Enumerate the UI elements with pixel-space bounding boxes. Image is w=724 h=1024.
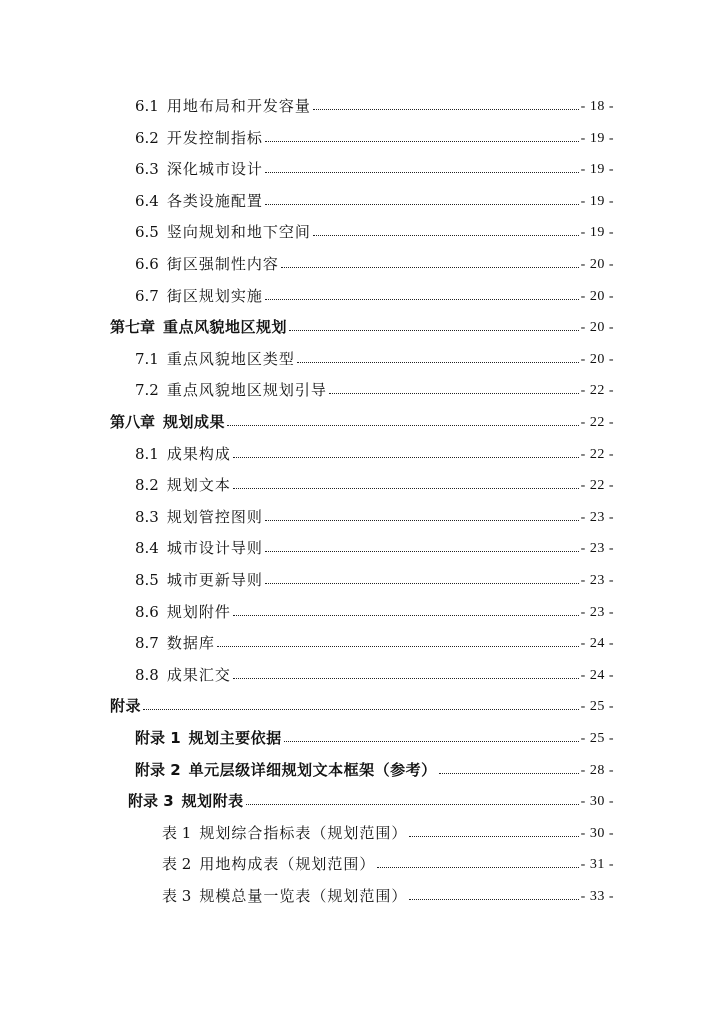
toc-entry[interactable] [135,469,614,493]
toc-entry-text: 街区强制性内容 [166,255,279,273]
toc-entry[interactable] [135,627,614,651]
toc-entry-number: 7.2 [135,381,159,400]
toc-entry-number: 附录 1 [135,729,181,747]
toc-entry-number: 8.5 [135,571,159,589]
toc-entry-number: 6.2 [135,128,159,147]
dot-leader [265,171,579,173]
toc-entry-number: 8.2 [135,476,159,495]
toc-entry-page-number: - 22 - [580,478,614,494]
toc-entry[interactable] [135,722,614,746]
toc-entry-text: 规划主要依据 [188,729,282,747]
dot-leader [233,614,579,616]
toc-entry-text: 数据库 [166,634,215,653]
toc-entry-page-number: - 25 - [580,731,614,746]
toc-entry-text: 重点风貌地区规划引导 [166,381,327,400]
toc-entry-text: 规划附件 [166,602,231,621]
toc-entry-text: 附录 [110,697,142,716]
toc-entry-page-number: - 24 - [580,636,614,652]
toc-entry-title [135,444,231,463]
toc-entry[interactable] [135,374,614,398]
toc-entry[interactable] [135,216,614,240]
toc-entry-text: 规划管控图则 [166,507,263,526]
toc-entry[interactable] [135,122,614,146]
toc-entry-page-number: - 25 - [580,699,614,715]
toc-entry-title [135,602,231,621]
toc-entry-number: 8.6 [135,602,159,621]
toc-entry-number: 表 3 [162,887,192,905]
toc-entry-text: 竖向规划和地下空间 [166,223,311,242]
toc-entry[interactable] [135,754,614,778]
dot-leader [439,772,579,774]
toc-entry-page-number: - 20 - [580,320,614,336]
dot-leader [281,266,579,268]
dot-leader [313,108,579,110]
toc-entry[interactable] [135,438,614,462]
toc-entry[interactable] [135,532,614,556]
toc-entry-page-number: - 23 - [580,541,614,557]
toc-entry-text: 城市设计导则 [166,539,263,558]
toc-entry-number: 6.1 [135,97,159,115]
toc-entry[interactable] [135,280,614,304]
toc-entry-number: 第七章 [110,318,156,337]
toc-entry-page-number: - 28 - [580,762,614,778]
dot-leader [143,708,579,710]
dot-leader [265,140,579,142]
toc-entry[interactable] [110,406,614,430]
toc-entry[interactable] [110,690,614,714]
dot-leader [265,298,579,300]
toc-entry-title [128,794,244,809]
toc-entry-text: 开发控制指标 [166,128,263,147]
dot-leader [265,550,579,552]
toc-entry[interactable] [135,343,614,367]
toc-entry-title [135,478,231,493]
dot-leader [289,329,579,331]
dot-leader [265,519,579,521]
toc-entry-number: 7.1 [135,349,159,368]
toc-entry-title [135,760,437,779]
toc-entry-page-number: - 23 - [580,509,614,525]
toc-entry-title [135,573,263,588]
dot-leader [265,582,579,584]
dot-leader [297,361,579,363]
toc-entry-title [135,225,311,240]
toc-entry-text: 城市更新导则 [166,571,263,589]
toc-entry-text: 规划成果 [163,413,226,431]
toc-entry-page-number: - 22 - [580,415,614,430]
toc-entry-text: 成果汇交 [166,665,231,684]
toc-entry-number: 6.7 [135,286,159,305]
toc-entry-title [162,889,407,904]
dot-leader [313,234,579,236]
toc-entry-text: 单元层级详细规划文本框架（参考） [188,760,437,779]
toc-entry-title [135,731,282,746]
toc-entry[interactable] [135,501,614,525]
toc-entry-title [135,162,263,177]
toc-entry-text: 用地布局和开发容量 [166,97,311,115]
toc-entry-title [135,383,327,398]
toc-entry[interactable] [135,659,614,683]
toc-entry[interactable] [110,311,614,335]
toc-entry-text: 用地构成表（规划范围） [199,855,376,874]
toc-entry-text: 深化城市设计 [166,160,263,179]
toc-entry-title [135,349,295,368]
toc-entry-title [135,99,311,114]
toc-entry[interactable] [135,185,614,209]
toc-entry-number: 8.4 [135,539,159,558]
toc-entry-page-number: - 31 - [580,857,614,873]
dot-leader [284,740,579,742]
toc-entry-page-number: - 19 - [580,162,614,178]
toc-entry-title [135,541,263,556]
toc-entry-title [135,257,279,272]
toc-entry-number: 8.7 [135,634,159,653]
dot-leader [227,424,579,426]
toc-entry-text: 规划综合指标表（规划范围） [199,823,408,842]
toc-entry-page-number: - 30 - [580,794,614,810]
toc-entry-number: 附录 3 [128,792,174,811]
toc-entry[interactable] [135,90,614,114]
toc-entry[interactable] [135,564,614,588]
toc-entry-number: 8.8 [135,665,159,684]
toc-entry-title [135,128,263,147]
toc-entry-text: 规划附表 [181,792,244,811]
dot-leader [217,645,579,647]
dot-leader [233,456,579,458]
toc-entry-text: 重点风貌地区规划 [163,318,288,337]
toc-entry-text: 各类设施配置 [166,191,263,210]
toc-entry-number: 6.6 [135,255,159,273]
toc-entry-text: 重点风貌地区类型 [166,349,295,368]
toc-entry-text: 街区规划实施 [166,286,263,305]
dot-leader [233,677,579,679]
toc-entry-number: 6.3 [135,160,159,179]
toc-entry-number: 表 1 [162,823,192,842]
toc-entry-title [110,320,287,335]
toc-entry-text: 成果构成 [166,444,231,463]
toc-entry-title [162,823,408,842]
toc-entry-title [110,415,225,430]
toc-entry[interactable] [162,848,614,872]
toc-entry-number: 8.1 [135,444,159,463]
toc-entry-page-number: - 23 - [580,604,614,620]
toc-entry-title [110,699,141,714]
toc-entry-number: 附录 2 [135,760,181,779]
toc-entry[interactable] [135,596,614,620]
toc-entry-title [135,665,231,684]
dot-leader [265,203,579,205]
toc-entry-text: 规模总量一览表（规划范围） [199,887,408,905]
toc-entry-title [135,286,263,305]
toc-entry-number: 第八章 [110,413,156,431]
toc-entry-page-number: - 30 - [580,825,614,841]
toc-entry-number: 8.3 [135,507,159,526]
toc-entry-title [162,857,375,872]
toc-entry-page-number: - 22 - [580,446,614,462]
toc-entry-page-number: - 20 - [580,351,614,367]
toc-entry-page-number: - 20 - [580,288,614,304]
toc-entry-number: 表 2 [162,855,192,874]
toc-entry-number: 6.4 [135,191,159,210]
toc-entry[interactable] [135,153,614,177]
toc-entry-page-number: - 19 - [580,225,614,241]
dot-leader [409,835,578,837]
dot-leader [233,487,579,489]
toc-entry[interactable] [135,248,614,272]
dot-leader [329,392,579,394]
toc-entry-page-number: - 18 - [580,99,614,114]
toc-entry[interactable] [162,817,614,841]
toc-entry-page-number: - 20 - [580,257,614,272]
toc-entry-page-number: - 24 - [580,667,614,683]
toc-entry-title [135,636,215,651]
toc-entry[interactable] [162,880,614,904]
toc-entry[interactable] [128,785,614,809]
toc-entry-page-number: - 19 - [580,193,614,209]
dot-leader [246,803,579,805]
toc-entry-text: 规划文本 [166,476,231,495]
toc-entry-title [135,191,263,210]
toc-entry-page-number: - 33 - [580,889,614,904]
dot-leader [409,898,578,900]
dot-leader [377,866,578,868]
toc-entry-page-number: - 19 - [580,130,614,146]
toc-entry-page-number: - 23 - [580,573,614,588]
toc-entry-title [135,507,263,526]
toc-entry-page-number: - 22 - [580,383,614,399]
toc-entry-number: 6.5 [135,223,159,242]
